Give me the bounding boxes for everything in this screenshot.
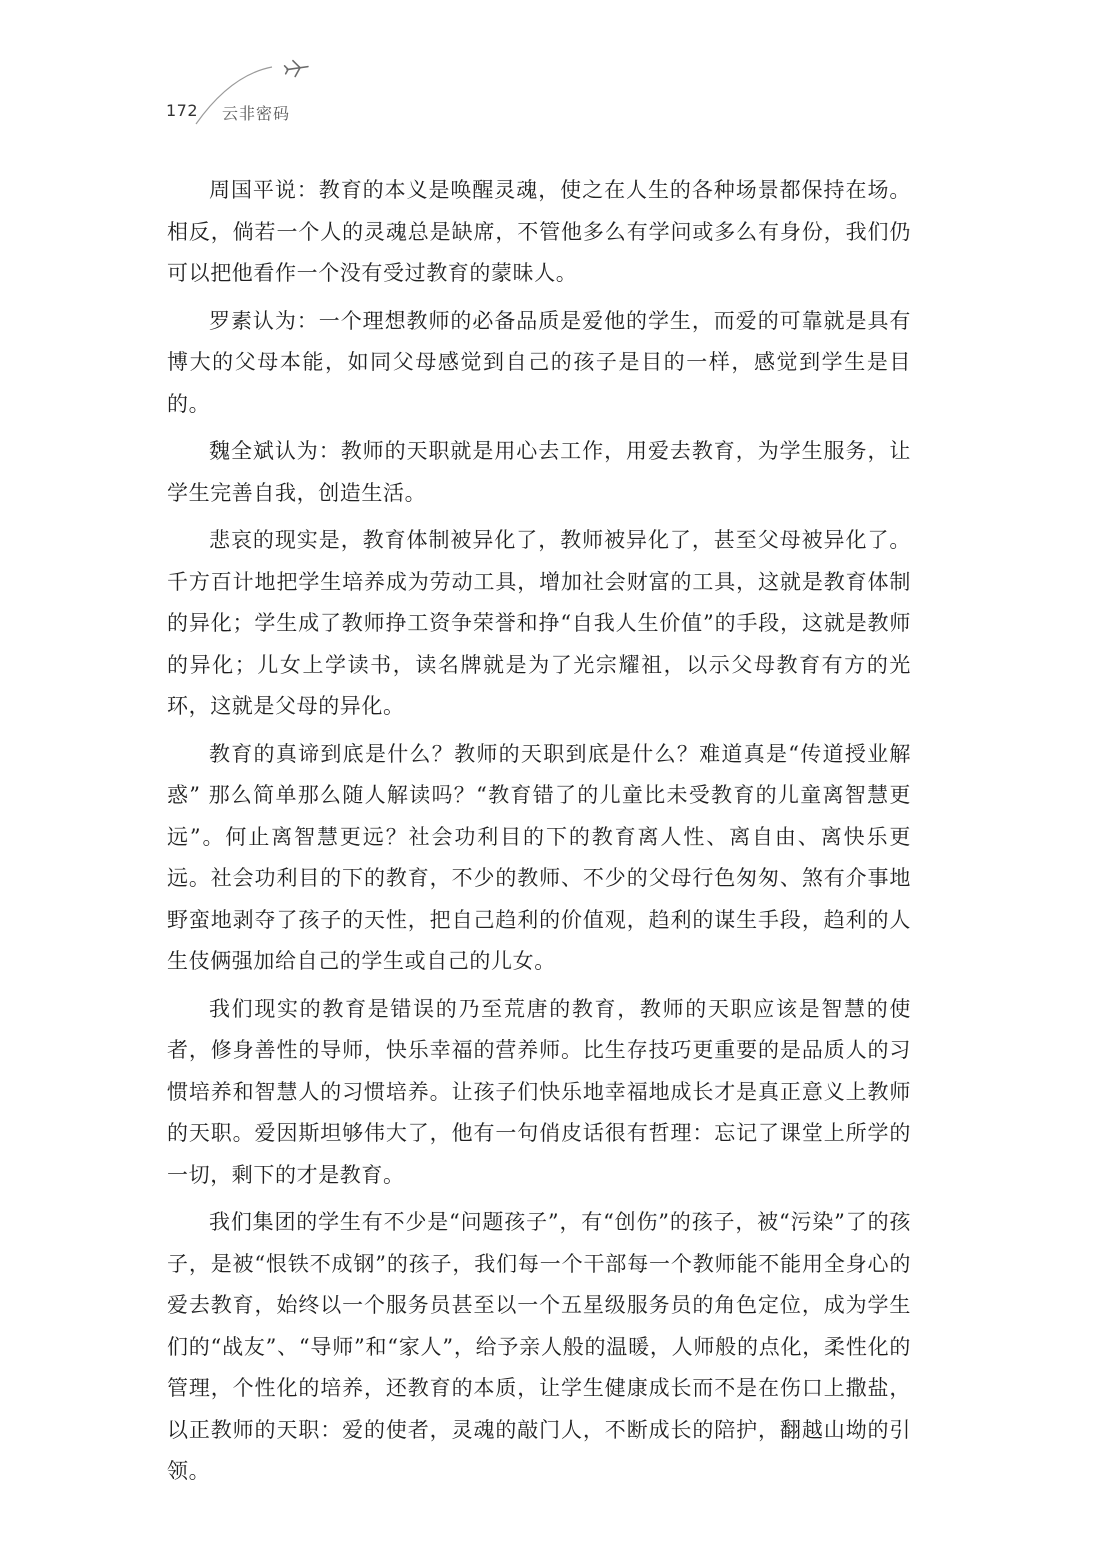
paragraph: 教育的真谛到底是什么？教师的天职到底是什么？难道真是“传道授业解惑” 那么简单那么随人解读吗？“教育错了的儿童比未受教育的儿童离智慧更远”。何止离智慧更远？社会功利目的下的教育离人性、离自由、离快乐更远。社会功利目的下的教育，不少的教师、不少的父母行色匆匆、煞有介事地野蛮地剥夺了孩子的天性，把自己趋利的价值观，趋利的谋生手段，趋利的人生伎俩强加给自己的学生或自己的儿女。 [167, 741, 911, 973]
airplane-icon [284, 59, 309, 78]
page-number: 172 [166, 101, 199, 120]
paragraph: 罗素认为：一个理想教师的必备品质是爱他的学生，而爱的可靠就是具有博大的父母本能，如同父母感觉到自己的孩子是目的一样，感觉到学生是目的。 [167, 308, 911, 416]
paragraph: 我们集团的学生有不少是“问题孩子”，有“创伤”的孩子，被“污染”了的孩子，是被“恨铁不成钢”的孩子，我们每一个干部每一个教师能不能用全身心的爱去教育，始终以一个服务员甚至以一个五星级服务员的角色定位，成为学生们的“战友”、“导师”和“家人”，给予亲人般的温暖，人师般的点化，柔性化的管理，个性化的培养，还教育的本质，让学生健康成长而不是在伤口上撒盐，以正教师的天职：爱的使者，灵魂的敲门人，不断成长的陪护，翻越山坳的引领。 [167, 1210, 911, 1483]
paragraph: 我们现实的教育是错误的乃至荒唐的教育，教师的天职应该是智慧的使者，修身善性的导师，快乐幸福的营养师。比生存技巧更重要的是品质人的习惯培养和智慧人的习惯培养。让孩子们快乐地幸福地成长才是真正意义上教师的天职。爱因斯坦够伟大了，他有一句俏皮话很有哲理：忘记了课堂上所学的一切，剩下的才是教育。 [167, 996, 911, 1187]
header-ornament [0, 0, 1100, 140]
paragraph: 周国平说：教育的本义是唤醒灵魂，使之在人生的各种场景都保持在场。相反，倘若一个人的灵魂总是缺席，不管他多么有学问或多么有身份，我们仍可以把他看作一个没有受过教育的蒙昧人。 [167, 178, 911, 285]
running-title: 云非密码 [222, 104, 291, 123]
body-text [167, 170, 911, 1499]
paragraph: 悲哀的现实是，教育体制被异化了，教师被异化了，甚至父母被异化了。千方百计地把学生培养成为劳动工具，增加社会财富的工具，这就是教育体制的异化；学生成了教师挣工资争荣誉和挣“自我人生价值”的手段，这就是教师的异化；儿女上学读书，读名牌就是为了光宗耀祖，以示父母教育有方的光环，这就是父母的异化。 [167, 528, 911, 718]
paragraph: 魏全斌认为：教师的天职就是用心去工作，用爱去教育，为学生服务，让学生完善自我，创造生活。 [167, 439, 911, 505]
page-header [0, 0, 1100, 140]
